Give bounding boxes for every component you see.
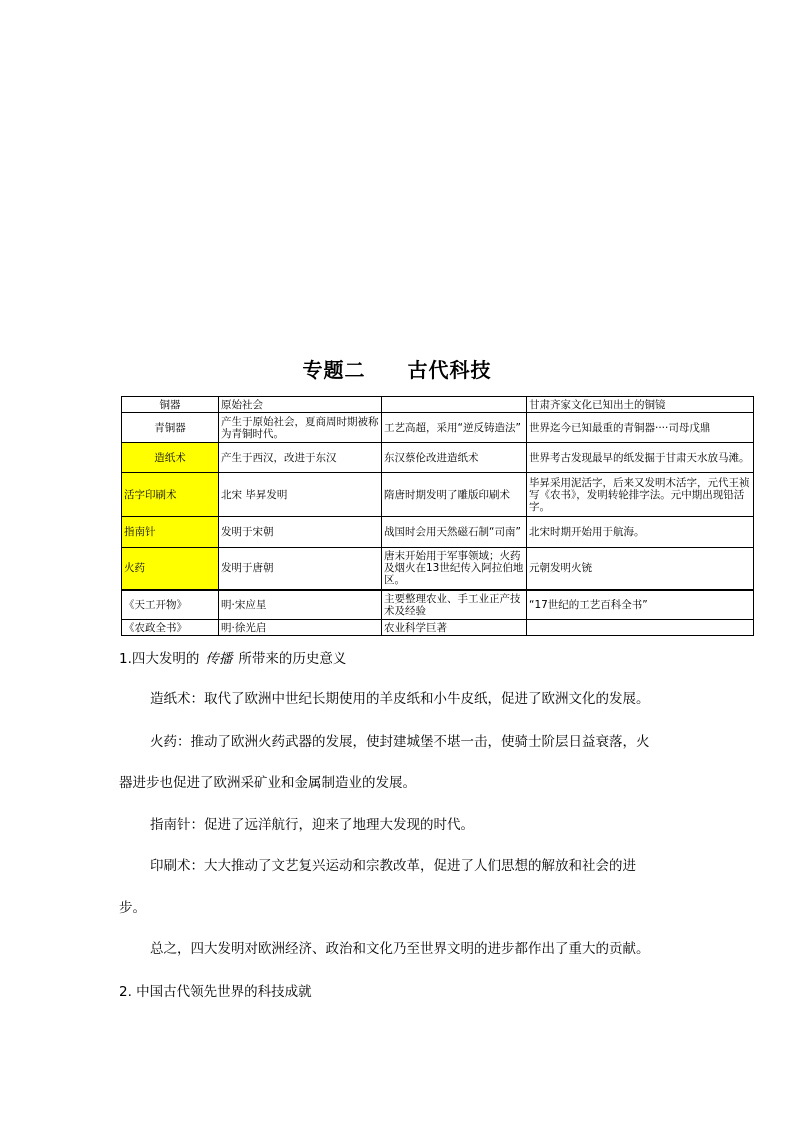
page-title: [0, 354, 794, 383]
item-process: 唐末开始用于军事领域；火药及烟火在13世纪传入阿拉伯地区。: [382, 548, 527, 590]
item-note: 元朝发明火铳: [527, 548, 754, 590]
table-row: [122, 473, 754, 517]
item-note: 毕昇采用泥活字，后来又发明木活字，元代王祯写《农书》，发明转轮排字法。元中期出现铅活字。: [527, 473, 754, 517]
table-row: [122, 548, 754, 590]
table-row: [122, 590, 754, 620]
section-heading-2: 2. 中国古代领先世界的科技成就: [119, 984, 312, 1000]
item-origin: 北宋 毕昇发明: [219, 473, 382, 517]
item-origin: 发明于宋朝: [219, 517, 382, 548]
item-name: 铜器: [122, 397, 219, 413]
paragraph-summary: 总之，四大发明对欧洲经济、政治和文化乃至世界文明的进步都作出了重大的贡献。: [150, 941, 650, 957]
item-note: 世界考古发现最早的纸发掘于甘肃天水放马滩。: [527, 443, 754, 473]
item-note: 甘肃齐家文化已知出土的铜镜: [527, 397, 754, 413]
table-row: [122, 517, 754, 548]
heading1-prefix: 1.四大发明的: [119, 651, 200, 667]
item-note: [527, 620, 754, 636]
item-process: 主要整理农业、手工业正产技术及经验: [382, 590, 527, 620]
item-origin: 明·徐光启: [219, 620, 382, 636]
section-heading-1: [0, 650, 794, 668]
item-process: 隋唐时期发明了雕版印刷术: [382, 473, 527, 517]
item-note: 世界迄今已知最重的青铜器····司母戊鼎: [527, 413, 754, 443]
paragraph-paper: 造纸术：取代了欧洲中世纪长期使用的羊皮纸和小牛皮纸，促进了欧洲文化的发展。: [150, 691, 650, 707]
item-name: 《天工开物》: [122, 590, 219, 620]
item-name: 指南针: [122, 517, 219, 548]
item-process: 工艺高超，采用“逆反铸造法”: [382, 413, 527, 443]
heading1-emphasis: 传播: [205, 651, 233, 667]
paragraph-compass: 指南针：促进了远洋航行，迎来了地理大发现的时代。: [150, 817, 474, 833]
item-origin: 原始社会: [219, 397, 382, 413]
table-row: [122, 620, 754, 636]
item-name: 活字印刷术: [122, 473, 219, 517]
table-row: [122, 413, 754, 443]
item-origin: 产生于原始社会，夏商周时期被称为青铜时代。: [219, 413, 382, 443]
item-origin: 产生于西汉，改进于东汉: [219, 443, 382, 473]
item-process: 东汉蔡伦改进造纸术: [382, 443, 527, 473]
paragraph-printing-line1: 印刷术：大大推动了文艺复兴运动和宗教改革，促进了人们思想的解放和社会的进: [150, 858, 636, 874]
title-part2: 古代科技: [407, 358, 492, 382]
table-row: [122, 397, 754, 413]
item-process: 战国时会用天然磁石制“司南”: [382, 517, 527, 548]
title-part1: 专题二: [302, 358, 366, 382]
item-name: 《农政全书》: [122, 620, 219, 636]
item-name: 青铜器: [122, 413, 219, 443]
item-name: 造纸术: [122, 443, 219, 473]
paragraph-gunpowder-line1: 火药：推动了欧洲火药武器的发展，使封建城堡不堪一击，使骑士阶层日益衰落，火: [150, 734, 650, 750]
paragraph-gunpowder-line2: 器进步也促进了欧洲采矿业和金属制造业的发展。: [119, 775, 416, 791]
table-row: [122, 443, 754, 473]
heading1-suffix: 所带来的历史意义: [238, 651, 347, 667]
paragraph-printing-line2: 步。: [119, 900, 146, 916]
item-note: 北宋时期开始用于航海。: [527, 517, 754, 548]
item-origin: 明·宋应星: [219, 590, 382, 620]
item-note: “17世纪的工艺百科全书”: [527, 590, 754, 620]
item-name: 火药: [122, 548, 219, 590]
item-process: 农业科学巨著: [382, 620, 527, 636]
item-process: [382, 397, 527, 413]
science-table: [121, 396, 754, 636]
item-origin: 发明于唐朝: [219, 548, 382, 590]
